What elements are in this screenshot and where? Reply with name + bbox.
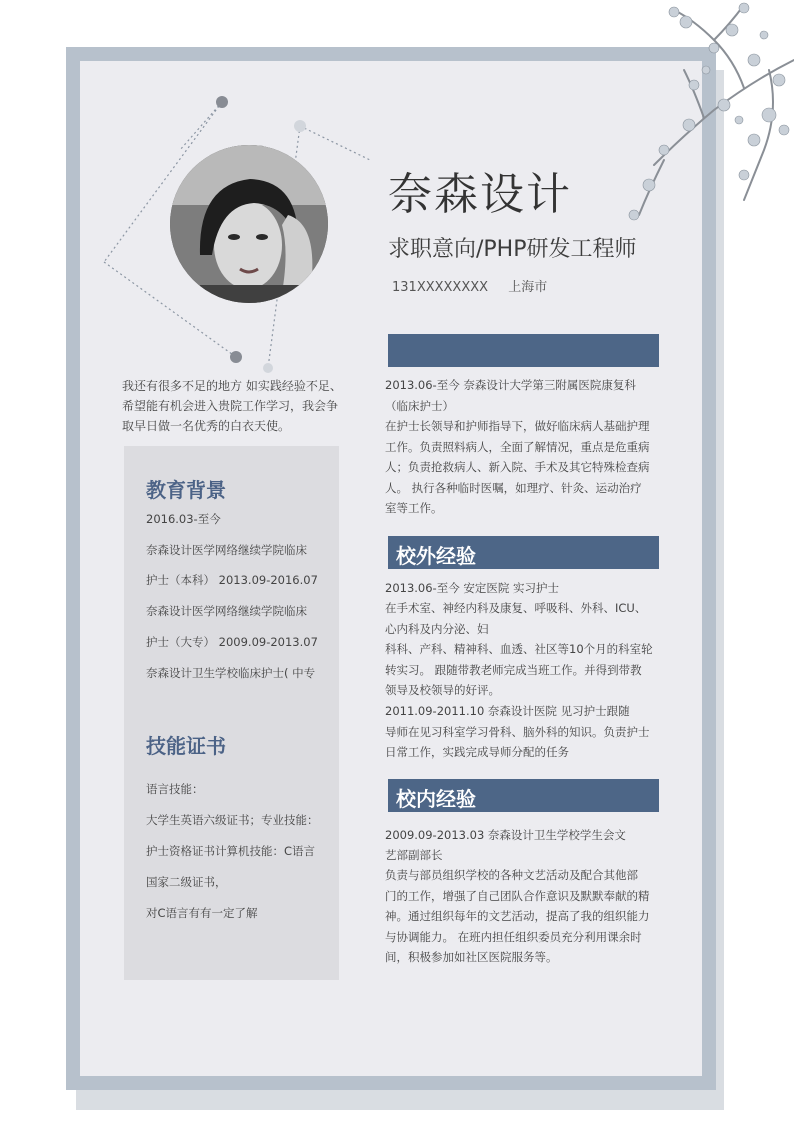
internal-line: 负责与部员组织学校的各种文艺活动及配合其他部 bbox=[385, 868, 638, 882]
work-line: （临床护士） bbox=[385, 399, 454, 413]
contact-info bbox=[392, 276, 563, 295]
work-line: 室等工作。 bbox=[385, 501, 443, 515]
internal-line: 2009.09-2013.03 奈森设计卫生学校学生会文 bbox=[385, 828, 626, 842]
work-line: 人；负责抢救病人、新入院、手术及其它特殊检查病 bbox=[385, 460, 650, 474]
avatar bbox=[170, 145, 328, 303]
education-line: 2016.03-至今 bbox=[146, 512, 221, 526]
external-line: 导师在见习科室学习骨科、脑外科的知识。负责护士 bbox=[385, 725, 650, 739]
skills-line: 语言技能： bbox=[146, 782, 204, 796]
internal-section-bar bbox=[388, 779, 659, 812]
external-line: 日常工作，实践完成导师分配的任务 bbox=[385, 745, 569, 759]
external-line: 领导及校领导的好评。 bbox=[385, 683, 500, 697]
internal-line: 与协调能力。 在班内担任组织委员充分利用课余时 bbox=[385, 930, 642, 944]
phone-number: 131XXXXXXXX bbox=[392, 280, 489, 295]
portrait-icon bbox=[170, 145, 328, 303]
self-intro bbox=[122, 376, 344, 436]
external-line: 2013.06-至今 安定医院 实习护士 bbox=[385, 581, 560, 595]
external-line: 在手术室、神经内科及康复、呼吸科、外科、ICU、 bbox=[385, 601, 647, 615]
external-section-bar bbox=[388, 536, 659, 569]
external-line: 2011.09-2011.10 奈森设计医院 见习护士跟随 bbox=[385, 704, 630, 718]
work-line: 人。 执行各种临时医嘱，如理疗、针灸、运动治疗 bbox=[385, 481, 642, 495]
work-line: 工作。负责照料病人，全面了解情况，重点是危重病 bbox=[385, 440, 650, 454]
intro-line: 希望能有机会进入贵院工作学习，我会争 bbox=[122, 399, 339, 413]
skills-title: 技能证书 bbox=[146, 734, 226, 758]
internal-line: 间，积极参加如社区医院服务等。 bbox=[385, 950, 558, 964]
work-line: 2013.06-至今 奈森设计大学第三附属医院康复科 bbox=[385, 378, 636, 392]
skills-line: 大学生英语六级证书；专业技能： bbox=[146, 813, 319, 827]
skills-line: 国家二级证书， bbox=[146, 875, 227, 889]
skills-line: 对C语言有有一定了解 bbox=[146, 906, 258, 920]
external-line: 心内科及内分泌、妇 bbox=[385, 622, 489, 636]
city: 上海市 bbox=[508, 280, 548, 295]
education-line: 护士（大专） 2009.09-2013.07 bbox=[146, 635, 318, 649]
skills-line: 护士资格证书计算机技能：C语言 bbox=[146, 844, 316, 858]
job-objective: 求职意向/PHP研发工程师 bbox=[388, 237, 637, 262]
education-title: 教育背景 bbox=[146, 478, 226, 502]
external-title: 校外经验 bbox=[396, 544, 476, 568]
education-line: 奈森设计卫生学校临床护士( 中专 bbox=[146, 666, 316, 680]
blossom-branch-icon bbox=[594, 0, 794, 240]
internal-line: 门的工作，增强了自己团队合作意识及默默奉献的精 bbox=[385, 889, 650, 903]
internal-line: 神。通过组织每年的文艺活动，提高了我的组织能力 bbox=[385, 909, 650, 923]
external-line: 科科、产科、精神科、血透、社区等10个月的科室轮 bbox=[385, 642, 653, 656]
candidate-name: 奈森设计 bbox=[388, 169, 572, 220]
external-line: 转实习。 跟随带教老师完成当班工作。并得到带教 bbox=[385, 663, 642, 677]
work-line: 在护士长领导和护师指导下，做好临床病人基础护理 bbox=[385, 419, 650, 433]
intro-line: 取早日做一名优秀的白衣天使。 bbox=[122, 419, 291, 433]
intro-line: 我还有很多不足的地方 如实践经验不足、 bbox=[122, 379, 342, 393]
work-section-bar bbox=[388, 334, 659, 367]
education-line: 护士（本科） 2013.09-2016.07 bbox=[146, 573, 318, 587]
internal-line: 艺部副部长 bbox=[385, 848, 443, 862]
education-line: 奈森设计医学网络继续学院临床 bbox=[146, 543, 307, 557]
internal-title: 校内经验 bbox=[396, 787, 476, 811]
education-line: 奈森设计医学网络继续学院临床 bbox=[146, 604, 307, 618]
